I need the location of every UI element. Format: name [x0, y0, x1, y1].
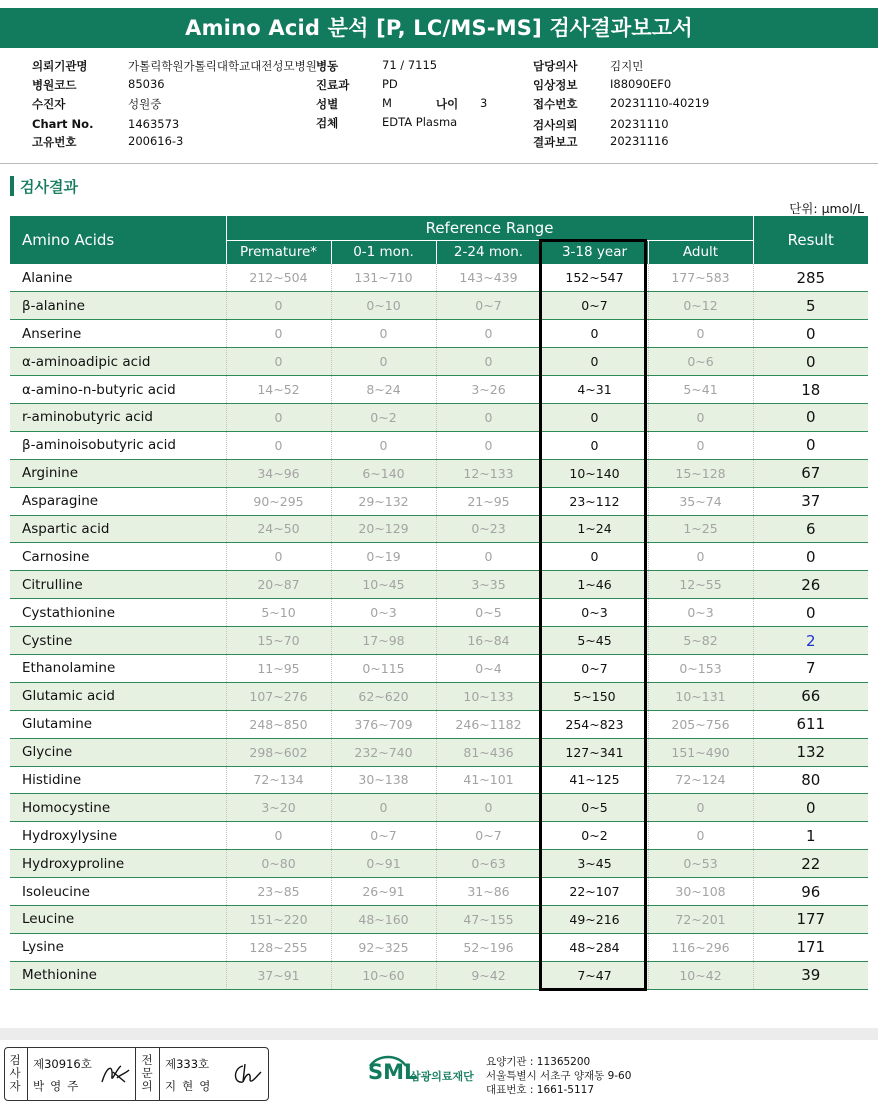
reference-range-cell: 0~153	[648, 654, 753, 682]
reference-range-cell: 0~7	[541, 654, 648, 682]
reference-range-cell: 151~490	[648, 738, 753, 766]
address: 서울특별시 서초구 양재동 9-60	[486, 1070, 632, 1082]
amino-acid-name: Alanine	[10, 264, 226, 292]
result-value: 0	[753, 431, 868, 459]
result-value: 37	[753, 487, 868, 515]
report-date-label: 결과보고	[533, 135, 578, 149]
accession-value: 20231110-40219	[610, 96, 710, 110]
reference-range-cell: 81~436	[436, 738, 541, 766]
spec-label	[140, 1054, 154, 1093]
reference-range-cell: 0~7	[541, 292, 648, 320]
reference-range-cell: 151~220	[226, 905, 331, 933]
result-value: 22	[753, 850, 868, 878]
reference-range-cell: 0~3	[648, 599, 753, 627]
reference-range-cell: 29~132	[331, 487, 436, 515]
reference-range-cell: 0~91	[331, 850, 436, 878]
reference-range-cell: 5~10	[226, 599, 331, 627]
reference-range-cell: 48~284	[541, 933, 648, 961]
reference-range-cell: 24~50	[226, 515, 331, 543]
col-3-18-year: 3-18 year	[541, 240, 648, 264]
reference-range-cell: 0	[648, 543, 753, 571]
amino-acid-name: Lysine	[10, 933, 226, 961]
table-row	[10, 403, 868, 431]
report-title: Amino Acid 분석 [P, LC/MS-MS] 검사결과보고서	[0, 8, 878, 48]
table-row	[10, 710, 868, 738]
amino-acid-name: Aspartic acid	[10, 515, 226, 543]
result-value: 611	[753, 710, 868, 738]
spec-label-char: 의	[141, 1079, 153, 1093]
table-row	[10, 794, 868, 822]
tech-signature-icon	[99, 1060, 131, 1088]
reference-range-cell: 0~63	[436, 850, 541, 878]
specimen-label: 검체	[316, 116, 339, 130]
amino-acid-name: Methionine	[10, 961, 226, 989]
reference-range-cell: 9~42	[436, 961, 541, 989]
amino-acid-name: Cystine	[10, 627, 226, 655]
ward-value: 71 / 7115	[382, 58, 438, 72]
spec-label-char: 문	[141, 1066, 153, 1080]
reference-range-cell: 0~7	[331, 822, 436, 850]
reference-range-cell: 0	[541, 348, 648, 376]
result-value: 0	[753, 348, 868, 376]
reference-range-cell: 0~23	[436, 515, 541, 543]
table-row	[10, 905, 868, 933]
reference-range-cell: 49~216	[541, 905, 648, 933]
col-result: Result	[753, 216, 868, 264]
result-value: 6	[753, 515, 868, 543]
reference-range-cell: 0~5	[436, 599, 541, 627]
reference-range-cell: 5~41	[648, 376, 753, 404]
tech-name: 박영주	[33, 1079, 85, 1093]
reference-range-cell: 14~52	[226, 376, 331, 404]
reference-range-cell: 16~84	[436, 627, 541, 655]
reference-range-cell: 10~45	[331, 571, 436, 599]
reference-range-cell: 131~710	[331, 264, 436, 292]
amino-acid-name: Glutamine	[10, 710, 226, 738]
institution-value: 가톨릭학원가톨릭대학교대전성모병원	[128, 59, 317, 73]
reference-range-cell: 0	[226, 320, 331, 348]
reference-range-cell: 12~55	[648, 571, 753, 599]
amino-acid-name: Carnosine	[10, 543, 226, 571]
reference-range-cell: 17~98	[331, 627, 436, 655]
ward-label: 병동	[316, 59, 339, 73]
patient-label: 수진자	[32, 97, 66, 111]
reference-range-cell: 0	[541, 320, 648, 348]
result-value: 39	[753, 961, 868, 989]
reference-range-cell: 15~128	[648, 459, 753, 487]
amino-acid-name: Ethanolamine	[10, 654, 226, 682]
reference-range-cell: 62~620	[331, 682, 436, 710]
table-row	[10, 961, 868, 989]
table-row	[10, 292, 868, 320]
reference-range-cell: 0	[226, 431, 331, 459]
doctor-label: 담당의사	[533, 59, 578, 73]
col-premature: Premature*	[226, 240, 331, 264]
reference-range-cell: 0	[436, 403, 541, 431]
reference-range-cell: 8~24	[331, 376, 436, 404]
table-row	[10, 654, 868, 682]
footer-band	[0, 1028, 878, 1040]
table-row	[10, 431, 868, 459]
reference-range-cell: 0~3	[331, 599, 436, 627]
clinical-info-label: 임상정보	[533, 78, 578, 92]
reference-range-cell: 0~12	[648, 292, 753, 320]
result-value: 26	[753, 571, 868, 599]
reference-range-cell: 0	[226, 403, 331, 431]
reference-range-cell: 5~150	[541, 682, 648, 710]
phone: 대표번호 : 1661-5117	[486, 1084, 595, 1096]
tech-label-char: 자	[9, 1079, 21, 1093]
reference-range-cell: 0	[541, 543, 648, 571]
reference-range-cell: 5~45	[541, 627, 648, 655]
amino-acid-name: Leucine	[10, 905, 226, 933]
reference-range-cell: 0	[648, 822, 753, 850]
reference-range-cell: 90~295	[226, 487, 331, 515]
care-code: 요양기관 : 11365200	[486, 1056, 591, 1068]
tech-license: 제30916호	[33, 1057, 92, 1071]
reference-range-cell: 0	[226, 822, 331, 850]
result-value: 5	[753, 292, 868, 320]
age-value: 3	[480, 96, 488, 110]
reference-range-cell: 22~107	[541, 878, 648, 906]
reference-range-cell: 0~53	[648, 850, 753, 878]
table-row	[10, 376, 868, 404]
table-row	[10, 543, 868, 571]
result-value: 0	[753, 794, 868, 822]
reference-range-cell: 0	[436, 543, 541, 571]
reference-range-cell: 15~70	[226, 627, 331, 655]
result-value: 96	[753, 878, 868, 906]
reference-range-cell: 248~850	[226, 710, 331, 738]
reference-range-cell: 4~31	[541, 376, 648, 404]
section-title	[10, 176, 78, 196]
reference-range-cell: 30~138	[331, 766, 436, 794]
table-row	[10, 599, 868, 627]
table-row	[10, 738, 868, 766]
amino-acid-name: Histidine	[10, 766, 226, 794]
organization-name: 삼광의료재단	[410, 1070, 474, 1083]
reference-range-cell: 177~583	[648, 264, 753, 292]
spec-name: 지현영	[165, 1079, 217, 1093]
reference-range-cell: 72~201	[648, 905, 753, 933]
reference-range-cell: 0~5	[541, 794, 648, 822]
department-label: 진료과	[316, 78, 350, 92]
reference-range-cell: 0~2	[541, 822, 648, 850]
reference-range-cell: 205~756	[648, 710, 753, 738]
result-value: 171	[753, 933, 868, 961]
reference-range-cell: 254~823	[541, 710, 648, 738]
reference-range-cell: 0	[436, 320, 541, 348]
reference-range-cell: 127~341	[541, 738, 648, 766]
amino-acid-name: Anserine	[10, 320, 226, 348]
reference-range-cell: 143~439	[436, 264, 541, 292]
reference-range-cell: 0	[648, 320, 753, 348]
organization-details	[486, 1055, 631, 1097]
reference-range-cell: 0~6	[648, 348, 753, 376]
divider	[159, 1048, 160, 1100]
table-row	[10, 822, 868, 850]
institution-label: 의뢰기관명	[32, 59, 88, 73]
result-value: 7	[753, 654, 868, 682]
reference-range-cell: 23~85	[226, 878, 331, 906]
reference-range-cell: 0~2	[331, 403, 436, 431]
clinical-info-value: I88090EF0	[610, 77, 672, 91]
reference-range-cell: 20~87	[226, 571, 331, 599]
tech-label-char: 사	[9, 1066, 21, 1080]
result-value: 177	[753, 905, 868, 933]
reference-range-cell: 0~7	[436, 292, 541, 320]
table-row	[10, 850, 868, 878]
reference-range-cell: 0	[331, 431, 436, 459]
patient-info	[0, 54, 878, 150]
amino-acid-name: α-aminoadipic acid	[10, 348, 226, 376]
reference-range-cell: 30~108	[648, 878, 753, 906]
result-value: 18	[753, 376, 868, 404]
table-row	[10, 264, 868, 292]
col-2-24-mon: 2-24 mon.	[436, 240, 541, 264]
reference-range-cell: 128~255	[226, 933, 331, 961]
reference-range-cell: 72~124	[648, 766, 753, 794]
col-amino-acids: Amino Acids	[10, 216, 226, 264]
reference-range-cell: 1~25	[648, 515, 753, 543]
reference-range-cell: 31~86	[436, 878, 541, 906]
table-row	[10, 627, 868, 655]
result-value: 0	[753, 599, 868, 627]
reference-range-cell: 26~91	[331, 878, 436, 906]
reference-range-cell: 1~24	[541, 515, 648, 543]
reference-range-cell: 10~42	[648, 961, 753, 989]
unique-no-value: 200616-3	[128, 134, 184, 148]
reference-range-cell: 3~20	[226, 794, 331, 822]
result-value: 67	[753, 459, 868, 487]
reference-range-cell: 0~19	[331, 543, 436, 571]
amino-acid-name: Hydroxylysine	[10, 822, 226, 850]
amino-acid-name: β-aminoisobutyric acid	[10, 431, 226, 459]
reference-range-cell: 298~602	[226, 738, 331, 766]
reference-range-cell: 92~325	[331, 933, 436, 961]
reference-range-cell: 0	[226, 292, 331, 320]
result-value: 1	[753, 822, 868, 850]
amino-acid-name: α-amino-n-butyric acid	[10, 376, 226, 404]
reference-range-cell: 107~276	[226, 682, 331, 710]
logo-text: SML	[368, 1060, 418, 1084]
reference-range-cell: 0~80	[226, 850, 331, 878]
unit-label: 단위: μmol/L	[789, 201, 864, 216]
result-value: 132	[753, 738, 868, 766]
reference-range-cell: 48~160	[331, 905, 436, 933]
reference-range-cell: 0~10	[331, 292, 436, 320]
sex-value: M	[382, 96, 392, 110]
reference-range-cell: 10~140	[541, 459, 648, 487]
request-date-label: 검사의뢰	[533, 118, 578, 132]
reference-range-cell: 23~112	[541, 487, 648, 515]
reference-range-cell: 47~155	[436, 905, 541, 933]
result-value: 66	[753, 682, 868, 710]
sex-label: 성별	[316, 97, 339, 111]
tech-label	[8, 1054, 22, 1093]
reference-range-cell: 116~296	[648, 933, 753, 961]
reference-range-cell: 0	[541, 403, 648, 431]
reference-range-cell: 3~35	[436, 571, 541, 599]
patient-value: 성원중	[128, 97, 162, 111]
reference-range-cell: 35~74	[648, 487, 753, 515]
reference-range-cell: 0~7	[436, 822, 541, 850]
table-row	[10, 348, 868, 376]
hospital-code-value: 85036	[128, 77, 165, 91]
chart-no-label: Chart No.	[32, 117, 94, 131]
amino-acid-name: β-alanine	[10, 292, 226, 320]
reference-range-cell: 246~1182	[436, 710, 541, 738]
reference-range-cell: 376~709	[331, 710, 436, 738]
reference-range-cell: 0	[226, 348, 331, 376]
accession-label: 접수번호	[533, 97, 578, 111]
col-reference-range: Reference Range	[226, 216, 753, 240]
results-body	[10, 264, 868, 989]
reference-range-cell: 12~133	[436, 459, 541, 487]
divider	[135, 1048, 136, 1100]
specimen-value: EDTA Plasma	[382, 115, 458, 129]
result-value: 80	[753, 766, 868, 794]
amino-acid-name: Cystathionine	[10, 599, 226, 627]
table-row	[10, 320, 868, 348]
chart-no-value: 1463573	[128, 117, 180, 131]
reference-range-cell: 1~46	[541, 571, 648, 599]
reference-range-cell: 3~45	[541, 850, 648, 878]
department-value: PD	[382, 77, 398, 91]
amino-acid-name: Citrulline	[10, 571, 226, 599]
reference-range-cell: 41~125	[541, 766, 648, 794]
table-row	[10, 766, 868, 794]
reference-range-cell: 232~740	[331, 738, 436, 766]
reference-range-cell: 5~82	[648, 627, 753, 655]
reference-range-cell: 10~60	[331, 961, 436, 989]
col-0-1-mon: 0-1 mon.	[331, 240, 436, 264]
result-value: 285	[753, 264, 868, 292]
reference-range-cell: 37~91	[226, 961, 331, 989]
reference-range-cell: 0~3	[541, 599, 648, 627]
info-divider	[0, 163, 878, 164]
signature-box	[4, 1047, 269, 1101]
request-date-value: 20231110	[610, 117, 669, 131]
col-adult: Adult	[648, 240, 753, 264]
amino-acid-name: Glycine	[10, 738, 226, 766]
table-row	[10, 878, 868, 906]
reference-range-cell: 0	[541, 431, 648, 459]
table-row	[10, 459, 868, 487]
reference-range-cell: 0	[648, 403, 753, 431]
result-value: 0	[753, 403, 868, 431]
spec-license: 제333호	[165, 1057, 210, 1071]
result-value: 0	[753, 320, 868, 348]
reference-range-cell: 0	[648, 431, 753, 459]
sml-logo	[368, 1054, 478, 1092]
reference-range-cell: 0~115	[331, 654, 436, 682]
tech-label-char: 검	[9, 1053, 21, 1067]
reference-range-cell: 20~129	[331, 515, 436, 543]
amino-acid-name: Glutamic acid	[10, 682, 226, 710]
reference-range-cell: 0	[226, 543, 331, 571]
table-row	[10, 515, 868, 543]
reference-range-cell: 41~101	[436, 766, 541, 794]
reference-range-cell: 0	[648, 794, 753, 822]
reference-range-cell: 0~4	[436, 654, 541, 682]
doctor-value: 김지민	[610, 59, 644, 73]
section-title-text: 검사결과	[20, 177, 78, 196]
section-marker	[10, 176, 14, 196]
reference-range-cell: 3~26	[436, 376, 541, 404]
spec-label-char: 전	[141, 1053, 153, 1067]
reference-range-cell: 152~547	[541, 264, 648, 292]
reference-range-cell: 0	[331, 794, 436, 822]
reference-range-cell: 0	[436, 794, 541, 822]
divider	[27, 1048, 28, 1100]
result-value: 2	[753, 627, 868, 655]
report-date-value: 20231116	[610, 134, 669, 148]
amino-acid-name: Isoleucine	[10, 878, 226, 906]
reference-range-cell: 6~140	[331, 459, 436, 487]
amino-acid-name: r-aminobutyric acid	[10, 403, 226, 431]
amino-acid-name: Hydroxyproline	[10, 850, 226, 878]
table-row	[10, 682, 868, 710]
reference-range-cell: 10~133	[436, 682, 541, 710]
table-row	[10, 571, 868, 599]
reference-range-cell: 21~95	[436, 487, 541, 515]
reference-range-cell: 0	[331, 348, 436, 376]
spec-signature-icon	[231, 1060, 263, 1088]
table-row	[10, 487, 868, 515]
reference-range-cell: 34~96	[226, 459, 331, 487]
reference-range-cell: 72~134	[226, 766, 331, 794]
hospital-code-label: 병원코드	[32, 78, 77, 92]
amino-acid-name: Homocystine	[10, 794, 226, 822]
unique-no-label: 고유번호	[32, 135, 77, 149]
amino-acid-name: Asparagine	[10, 487, 226, 515]
reference-range-cell: 0	[331, 320, 436, 348]
table-row	[10, 933, 868, 961]
age-label: 나이	[436, 97, 459, 111]
reference-range-cell: 11~95	[226, 654, 331, 682]
reference-range-cell: 0	[436, 431, 541, 459]
reference-range-cell: 212~504	[226, 264, 331, 292]
results-table	[10, 216, 868, 990]
amino-acid-name: Arginine	[10, 459, 226, 487]
reference-range-cell: 7~47	[541, 961, 648, 989]
result-value: 0	[753, 543, 868, 571]
reference-range-cell: 10~131	[648, 682, 753, 710]
reference-range-cell: 0	[436, 348, 541, 376]
reference-range-cell: 52~196	[436, 933, 541, 961]
